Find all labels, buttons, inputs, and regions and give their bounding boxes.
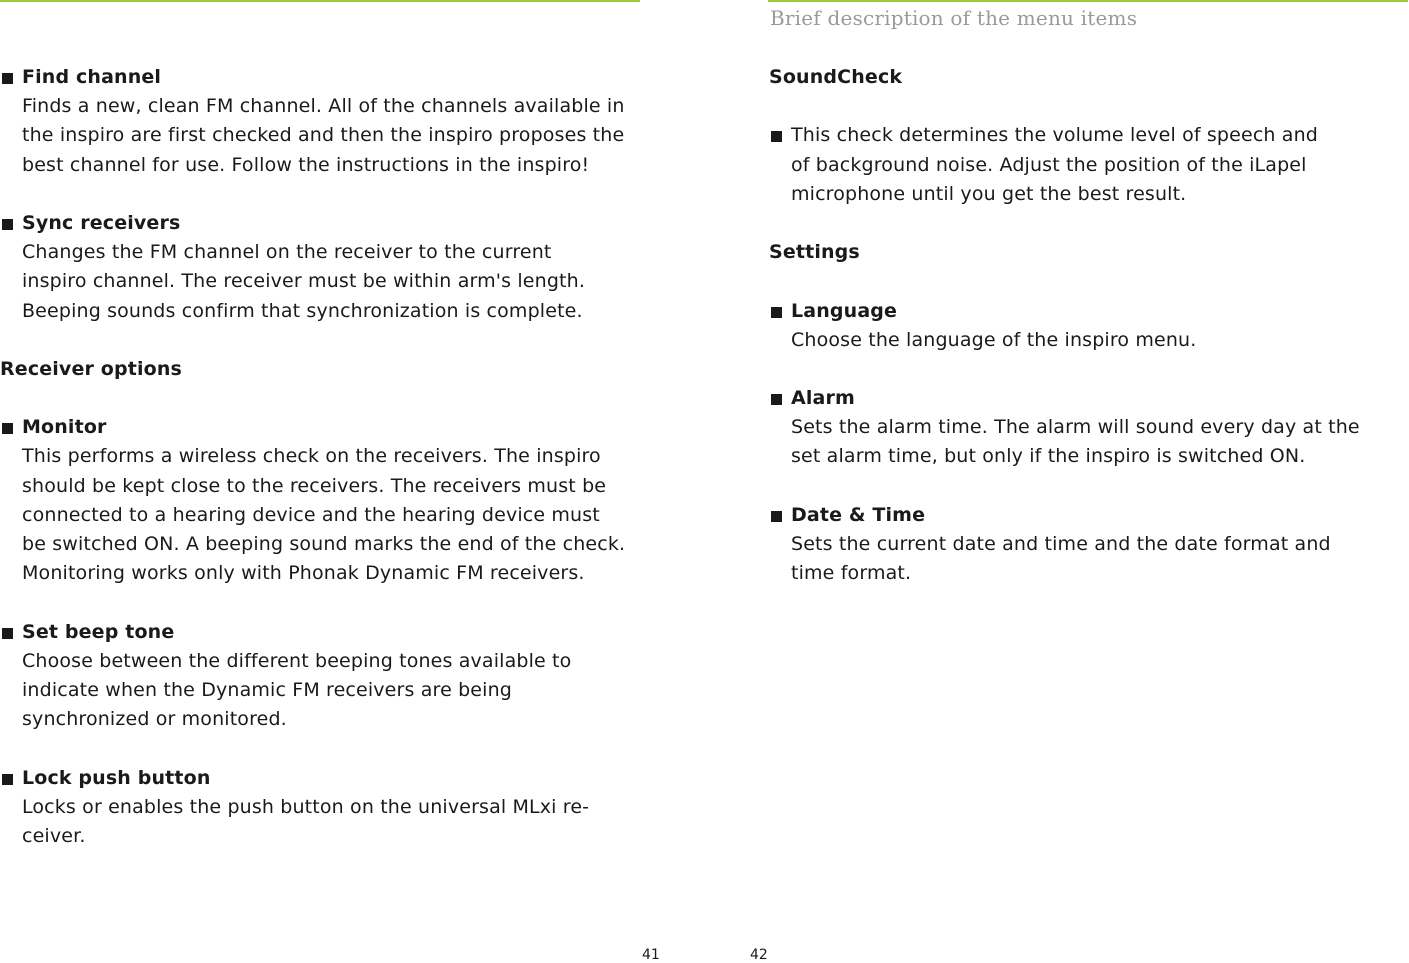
item-title: Find channel [22, 66, 162, 88]
item-text-line: Locks or enables the push button on the universal MLxi re- [22, 795, 590, 818]
item-text-line: Choose between the different beeping tones available to [22, 649, 572, 672]
item-title: Monitor [22, 416, 107, 439]
item-text-line: be switched ON. A beeping sound marks the end of the check. [22, 533, 626, 555]
page-number-left: 41 [642, 947, 660, 963]
item-text-line: inspiro channel. The receiver must be within arm's length. [22, 270, 586, 293]
bullet-square-icon [2, 423, 13, 434]
menu-item-set-beep-tone [0, 618, 650, 735]
menu-item-soundcheck [769, 121, 1409, 209]
section-heading-settings: Settings [769, 241, 860, 264]
item-text-line: synchronized or monitored. [22, 708, 287, 731]
item-title: Language [791, 299, 898, 322]
menu-item-lock-push-button [0, 764, 650, 852]
section-heading-receiver-options: Receiver options [0, 357, 182, 380]
menu-item-alarm [769, 384, 1409, 472]
top-rule-right [768, 0, 1408, 2]
item-text-line: Choose the language of the inspiro menu. [791, 328, 1197, 351]
bullet-square-icon [771, 511, 782, 522]
item-text-line: should be kept close to the receivers. The receivers must be [22, 474, 607, 497]
item-text-line: indicate when the Dynamic FM receivers are being [22, 678, 512, 701]
bullet-square-icon [2, 219, 13, 230]
bullet-square-icon [771, 394, 782, 405]
item-title: Set beep tone [22, 620, 175, 643]
item-text-line: Monitoring works only with Phonak Dynamic FM receivers. [22, 562, 585, 585]
page-number-right: 42 [750, 947, 768, 963]
item-title: Sync receivers [22, 211, 181, 234]
item-text-line: the inspiro are first checked and then the inspiro proposes the [22, 124, 625, 147]
menu-item-monitor [0, 413, 650, 588]
menu-item-date-time [769, 501, 1409, 589]
item-text-line: Changes the FM channel on the receiver to the current [22, 241, 552, 264]
bullet-square-icon [2, 774, 13, 785]
item-text-line: ceiver. [22, 824, 86, 847]
item-text-line: Sets the current date and time and the date format and [791, 533, 1331, 555]
item-text-line: time format. [791, 562, 912, 585]
item-text-line: best channel for use. Follow the instructions in the inspiro! [22, 153, 590, 176]
item-title: Lock push button [22, 766, 211, 789]
left-page-column [0, 63, 650, 851]
item-text-line: Sets the alarm time. The alarm will sound every day at the [791, 416, 1360, 439]
bullet-square-icon [2, 73, 13, 84]
menu-item-find-channel [0, 63, 650, 180]
item-text-line: connected to a hearing device and the hearing device must [22, 503, 600, 526]
top-rule-left [0, 0, 640, 2]
item-text-line: of background noise. Adjust the position of the iLapel [791, 153, 1307, 176]
menu-item-sync-receivers [0, 209, 650, 326]
item-title: Date & Time [791, 503, 926, 526]
section-heading-soundcheck: SoundCheck [769, 66, 903, 88]
item-text-line: microphone until you get the best result. [791, 182, 1187, 205]
item-text-line: Finds a new, clean FM channel. All of the channels available in [22, 95, 625, 118]
item-text-line: This check determines the volume level of speech and [791, 124, 1318, 147]
bullet-square-icon [2, 628, 13, 639]
item-text-line: Beeping sounds confirm that synchronization is complete. [22, 299, 583, 322]
item-text-line: This performs a wireless check on the receivers. The inspiro [22, 445, 601, 468]
bullet-square-icon [771, 307, 782, 318]
item-text-line: set alarm time, but only if the inspiro is switched ON. [791, 445, 1306, 468]
item-title: Alarm [791, 387, 855, 410]
menu-item-language [769, 297, 1409, 355]
right-page-column [769, 63, 1409, 588]
running-head: Brief description of the menu items [770, 6, 1138, 30]
bullet-square-icon [771, 131, 782, 142]
